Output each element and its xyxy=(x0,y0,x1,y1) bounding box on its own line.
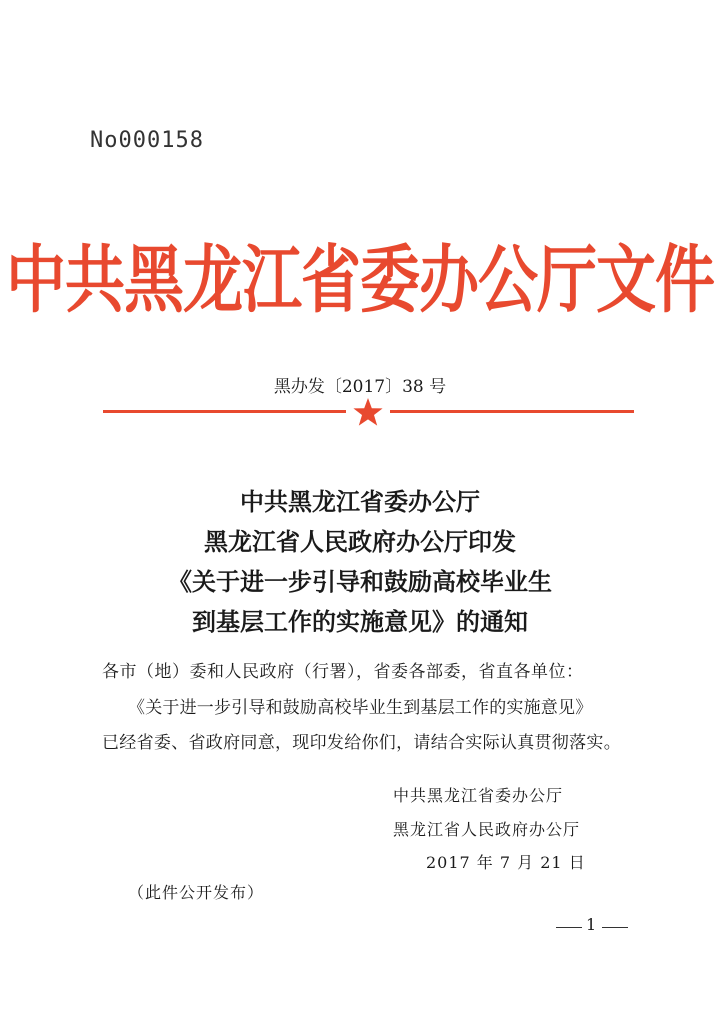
page-number: 1 xyxy=(586,915,597,934)
document-serial-number: No000158 xyxy=(90,128,204,153)
document-number: 黑办发〔2017〕38 号 xyxy=(273,377,447,397)
title-line-3: 《关于进一步引导和鼓励高校毕业生 xyxy=(168,567,552,596)
red-star-icon xyxy=(352,396,384,428)
page-number-dash-right xyxy=(602,927,628,928)
signature-org-2: 黑龙江省人民政府办公厅 xyxy=(393,820,581,839)
recipients-line: 各市（地）委和人民政府（行署），省委各部委，省直各单位： xyxy=(102,662,584,682)
signature-org-1: 中共黑龙江省委办公厅 xyxy=(393,786,564,805)
body-line-3: 已经省委、省政府同意，现印发给你们，请结合实际认真贯彻落实。 xyxy=(102,733,621,753)
signature-date: 2017 年 7 月 21 日 xyxy=(426,853,586,872)
star-shape xyxy=(353,398,382,426)
red-divider-left xyxy=(103,410,346,413)
red-masthead: 中共黑龙江省委办公厅文件 xyxy=(6,237,714,324)
title-line-1: 中共黑龙江省委办公厅 xyxy=(240,487,480,516)
release-note: （此件公开发布） xyxy=(128,883,265,902)
title-line-2: 黑龙江省人民政府办公厅印发 xyxy=(204,527,516,556)
body-line-2: 《关于进一步引导和鼓励高校毕业生到基层工作的实施意见》 xyxy=(128,698,593,718)
page-number-dash-left xyxy=(556,927,582,928)
title-line-4: 到基层工作的实施意见》的通知 xyxy=(192,607,528,636)
red-divider-right xyxy=(390,410,634,413)
